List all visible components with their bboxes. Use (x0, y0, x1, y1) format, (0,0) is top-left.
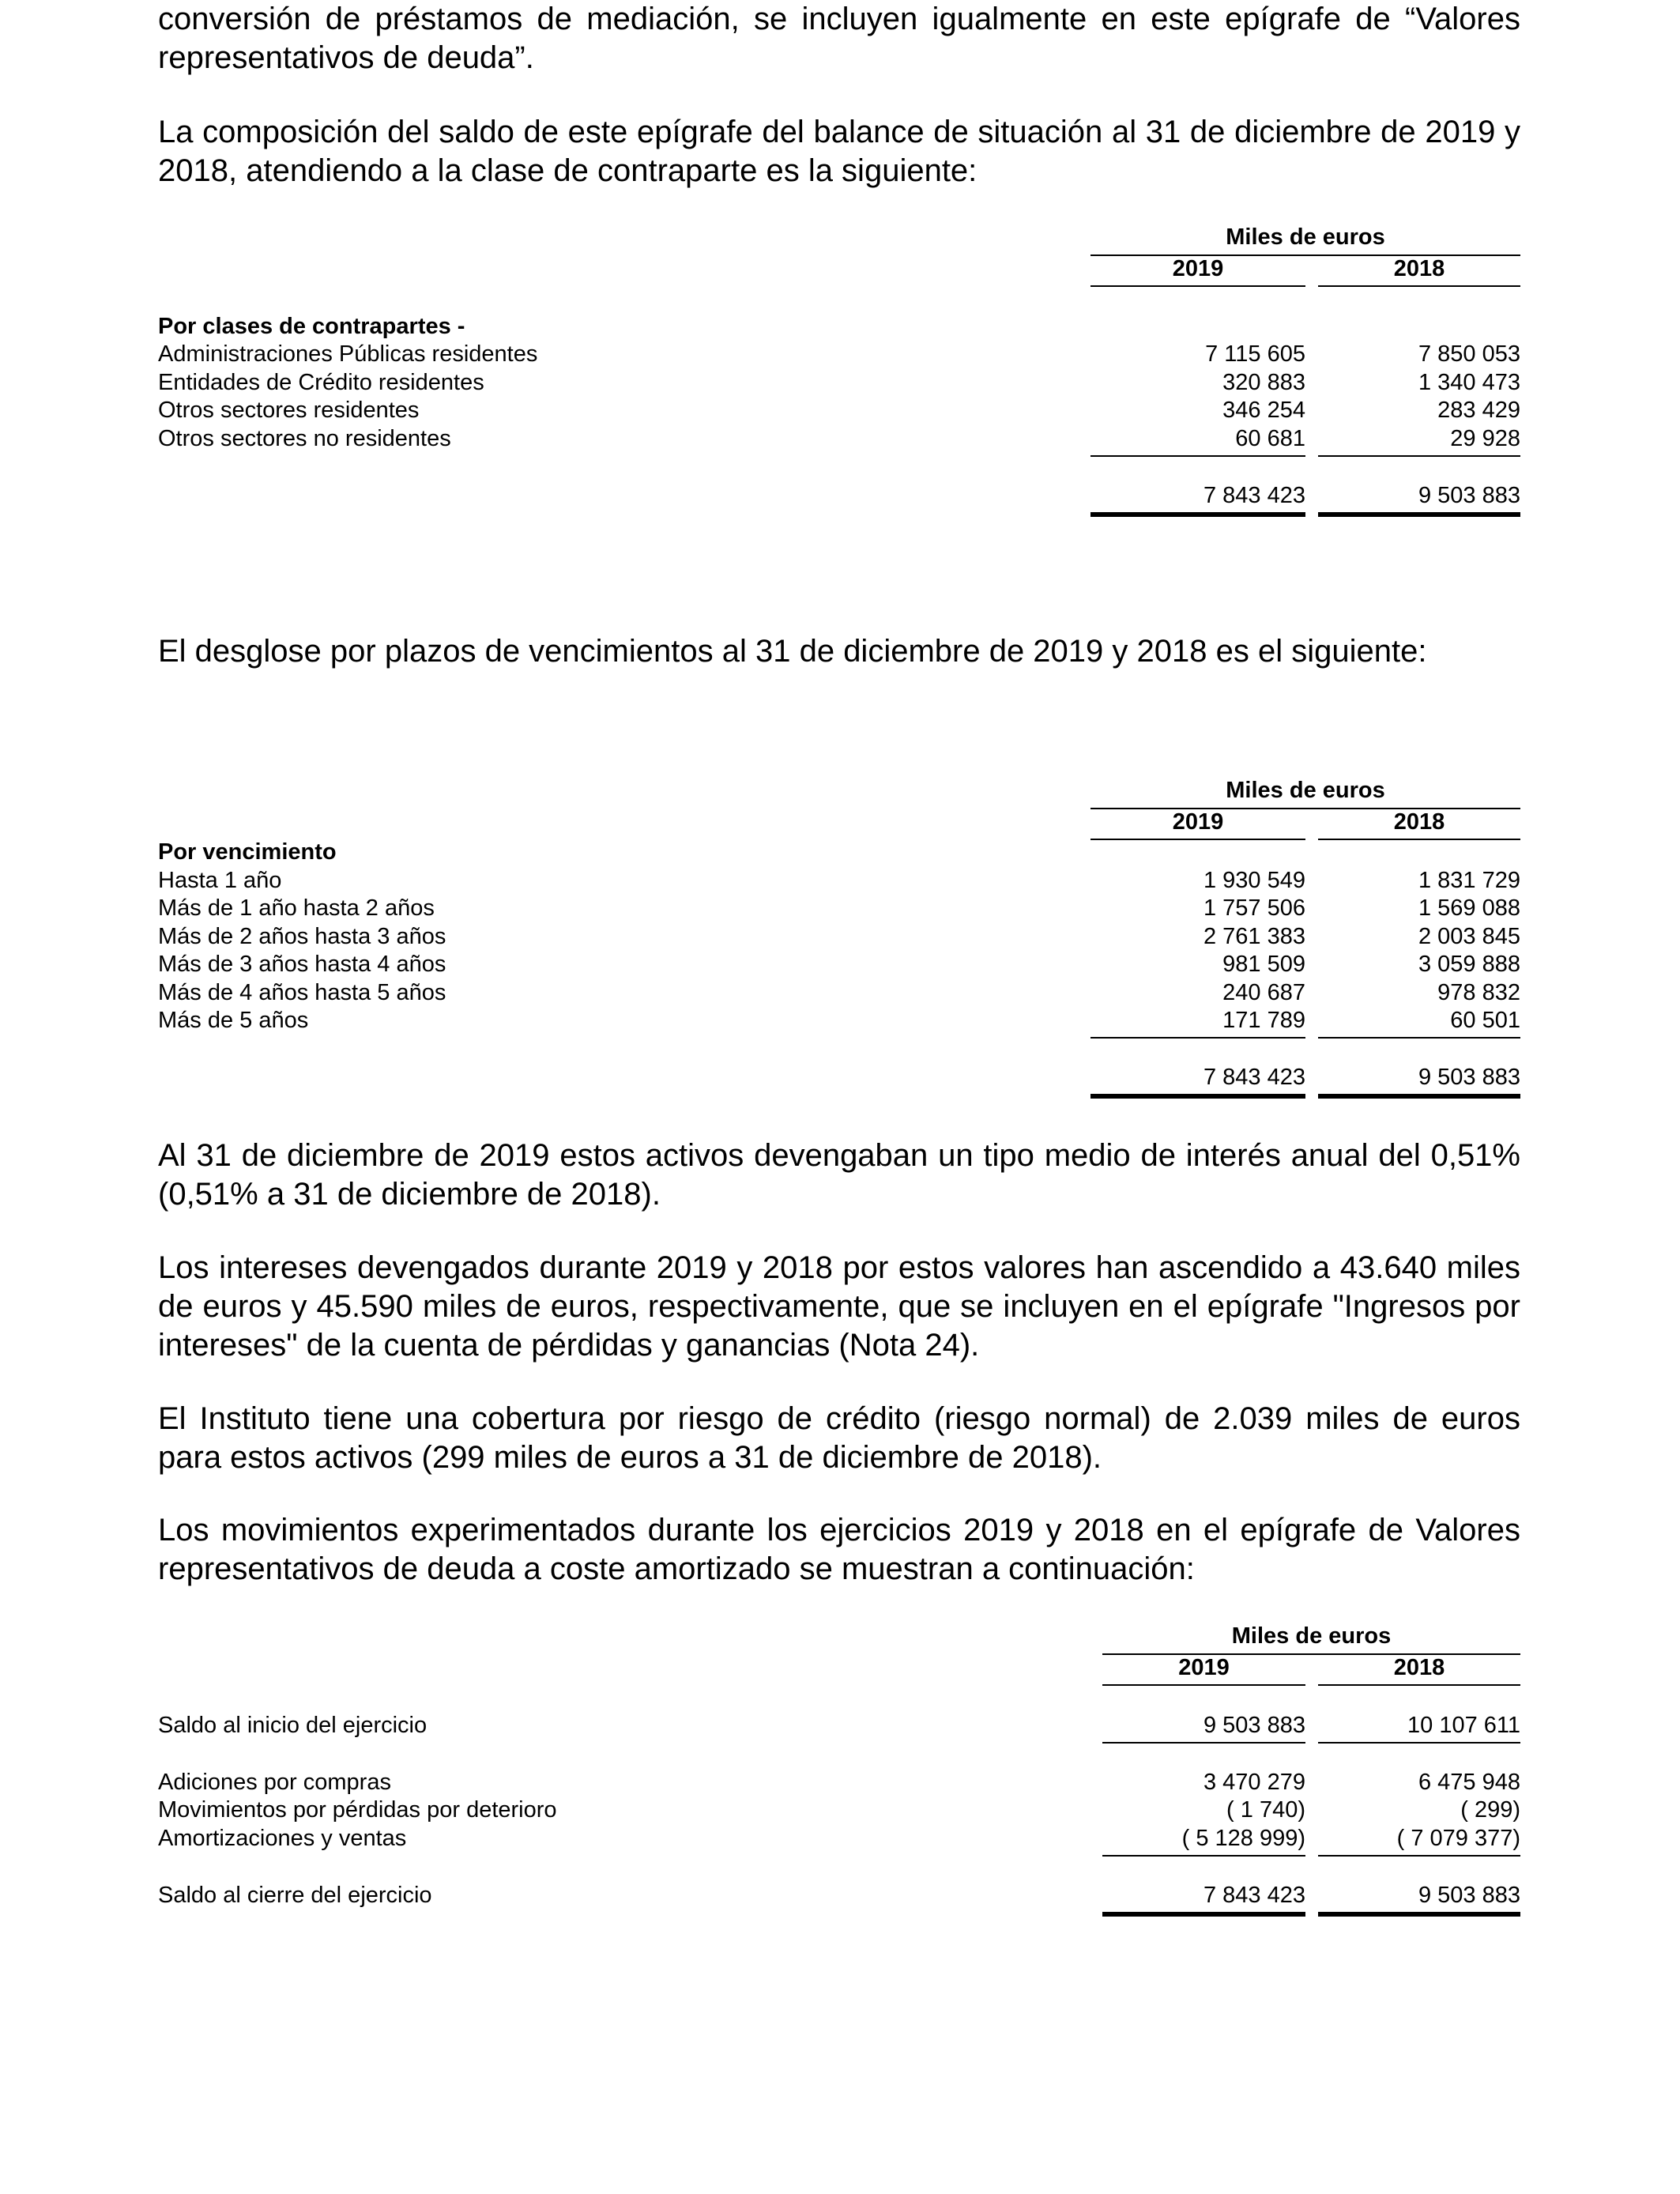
row-label: Otros sectores residentes (158, 398, 420, 423)
value-2018: 3 059 888 (1418, 952, 1520, 977)
table-row (158, 1826, 1520, 1854)
table-header-units: Miles de euros (1226, 778, 1385, 803)
paragraph-composition: La composición del saldo de este epígrafe del balance de situación al 31 de diciembre de 2019 y 2018, atendiendo a la clase de contraparte es la siguiente: (158, 115, 1520, 188)
value-2019: 1 930 549 (1203, 868, 1305, 893)
value-2018: 283 429 (1437, 398, 1520, 423)
paragraph-intro: conversión de préstamos de mediación, se incluyen igualmente en este epígrafe de “Valores representativos de deuda”. (158, 2, 1520, 75)
total-rule-2019 (1102, 1912, 1305, 1917)
value-2018: 978 832 (1437, 980, 1520, 1005)
year-2019-rule (1090, 285, 1305, 287)
maturity-table (158, 778, 1520, 1110)
year-2019-header: 2019 (1172, 809, 1224, 835)
value-2018: ( 299) (1460, 1797, 1520, 1823)
row-label: Hasta 1 año (158, 868, 282, 893)
table-row (158, 868, 1520, 896)
paragraph-credit-risk: El Instituto tiene una cobertura por riesgo de crédito (riesgo normal) de 2.039 miles de euros para estos activos (299 miles de euros a 31 de diciembre de 2018). (158, 1401, 1520, 1475)
total-2019: 7 843 423 (1203, 483, 1305, 508)
row-label: Más de 2 años hasta 3 años (158, 924, 446, 949)
table-row (158, 895, 1520, 924)
table-row (158, 426, 1520, 454)
year-2018-header: 2018 (1393, 256, 1445, 281)
paragraph-maturity: El desglose por plazos de vencimientos al 31 de diciembre de 2019 y 2018 es el siguiente: (158, 634, 1427, 669)
section-label: Por vencimiento (158, 839, 337, 865)
year-2019-header: 2019 (1178, 1655, 1230, 1680)
value-2019: 346 254 (1222, 398, 1305, 423)
paragraph-movements: Los movimientos experimentados durante los ejercicios 2019 y 2018 en el epígrafe de Valores representativos de deuda a coste amortizado se muestran a continuación: (158, 1513, 1520, 1586)
value-2018: 10 107 611 (1407, 1713, 1520, 1738)
value-2018: 6 475 948 (1418, 1770, 1520, 1795)
year-2018-rule (1318, 1684, 1520, 1686)
paragraph-interest-rate: Al 31 de diciembre de 2019 estos activos devengaban un tipo medio de interés anual del 0,51% (0,51% a 31 de diciembre de 2018). (158, 1138, 1520, 1212)
row-label: Movimientos por pérdidas por deterioro (158, 1797, 557, 1823)
value-2019: 320 883 (1222, 370, 1305, 395)
table-row (158, 980, 1520, 1008)
value-2018: 1 831 729 (1418, 868, 1520, 893)
table-row (158, 1770, 1520, 1798)
row-label: Administraciones Públicas residentes (158, 341, 538, 367)
value-2019: 7 115 605 (1205, 341, 1305, 367)
total-row (158, 1065, 1520, 1093)
subtotal-rule-2019 (1102, 1855, 1305, 1857)
section-label-row (158, 314, 1520, 342)
value-2018: 1 340 473 (1418, 370, 1520, 395)
table-row (158, 952, 1520, 980)
year-2018-header: 2018 (1393, 809, 1445, 835)
value-2018: 60 501 (1450, 1008, 1520, 1033)
opening-balance-row (158, 1713, 1520, 1741)
total-rule-2018 (1318, 1094, 1520, 1099)
value-2019: ( 1 740) (1226, 1797, 1305, 1823)
counterparty-table (158, 224, 1520, 525)
value-2019: 60 681 (1235, 426, 1305, 451)
table-row (158, 924, 1520, 952)
total-row (158, 483, 1520, 511)
row-label: Más de 5 años (158, 1008, 309, 1033)
table-header-units: Miles de euros (1231, 1623, 1392, 1649)
value-2019: 9 503 883 (1203, 1713, 1305, 1738)
table-row (158, 1008, 1520, 1036)
section-label-row (158, 839, 1520, 868)
closing-balance-row (158, 1883, 1520, 1911)
row-label: Saldo al inicio del ejercicio (158, 1713, 428, 1738)
total-2018: 9 503 883 (1418, 1883, 1520, 1908)
value-2018: 2 003 845 (1418, 924, 1520, 949)
section-label: Por clases de contrapartes - (158, 314, 465, 339)
row-label: Otros sectores no residentes (158, 426, 451, 451)
year-2018-header: 2018 (1393, 1655, 1445, 1680)
value-2018: 7 850 053 (1418, 341, 1520, 367)
opening-rule-2019 (1102, 1742, 1305, 1744)
table-row (158, 341, 1520, 370)
total-rule-2019 (1090, 512, 1305, 517)
row-label: Adiciones por compras (158, 1770, 391, 1795)
value-2019: 2 761 383 (1203, 924, 1305, 949)
total-2018: 9 503 883 (1418, 1065, 1520, 1090)
table-header-units: Miles de euros (1226, 224, 1385, 250)
total-rule-2019 (1090, 1094, 1305, 1099)
table-row (158, 1797, 1520, 1826)
total-rule-2018 (1318, 512, 1520, 517)
value-2019: 240 687 (1222, 980, 1305, 1005)
value-2019: ( 5 128 999) (1181, 1826, 1305, 1851)
subtotal-rule-2019 (1090, 455, 1305, 457)
row-label: Entidades de Crédito residentes (158, 370, 484, 395)
subtotal-rule-2018 (1318, 455, 1520, 457)
subtotal-rule-2018 (1318, 1855, 1520, 1857)
year-2019-rule (1102, 1684, 1305, 1686)
value-2019: 1 757 506 (1203, 895, 1305, 921)
total-rule-2018 (1318, 1912, 1520, 1917)
value-2018: ( 7 079 377) (1396, 1826, 1520, 1851)
subtotal-rule-2018 (1318, 1037, 1520, 1039)
total-2018: 9 503 883 (1418, 483, 1520, 508)
value-2019: 981 509 (1222, 952, 1305, 977)
total-2019: 7 843 423 (1203, 1883, 1305, 1908)
movements-table (158, 1623, 1520, 1940)
value-2019: 171 789 (1222, 1008, 1305, 1033)
opening-rule-2018 (1318, 1742, 1520, 1744)
subtotal-rule-2019 (1090, 1037, 1305, 1039)
row-label: Más de 4 años hasta 5 años (158, 980, 446, 1005)
total-2019: 7 843 423 (1203, 1065, 1305, 1090)
value-2019: 3 470 279 (1203, 1770, 1305, 1795)
value-2018: 1 569 088 (1418, 895, 1520, 921)
paragraph-accrued-interest: Los intereses devengados durante 2019 y 2018 por estos valores han ascendido a 43.640 miles de euros y 45.590 miles de euros, respectivamente, que se incluyen en el epígrafe "Ingresos por intereses" de la cuenta de pérdidas y ganancias (Nota 24). (158, 1250, 1520, 1363)
row-label: Saldo al cierre del ejercicio (158, 1883, 432, 1908)
year-2019-header: 2019 (1172, 256, 1224, 281)
year-2018-rule (1318, 285, 1520, 287)
row-label: Amortizaciones y ventas (158, 1826, 407, 1851)
value-2018: 29 928 (1450, 426, 1520, 451)
row-label: Más de 1 año hasta 2 años (158, 895, 435, 921)
row-label: Más de 3 años hasta 4 años (158, 952, 446, 977)
table-row (158, 370, 1520, 398)
table-row (158, 398, 1520, 426)
